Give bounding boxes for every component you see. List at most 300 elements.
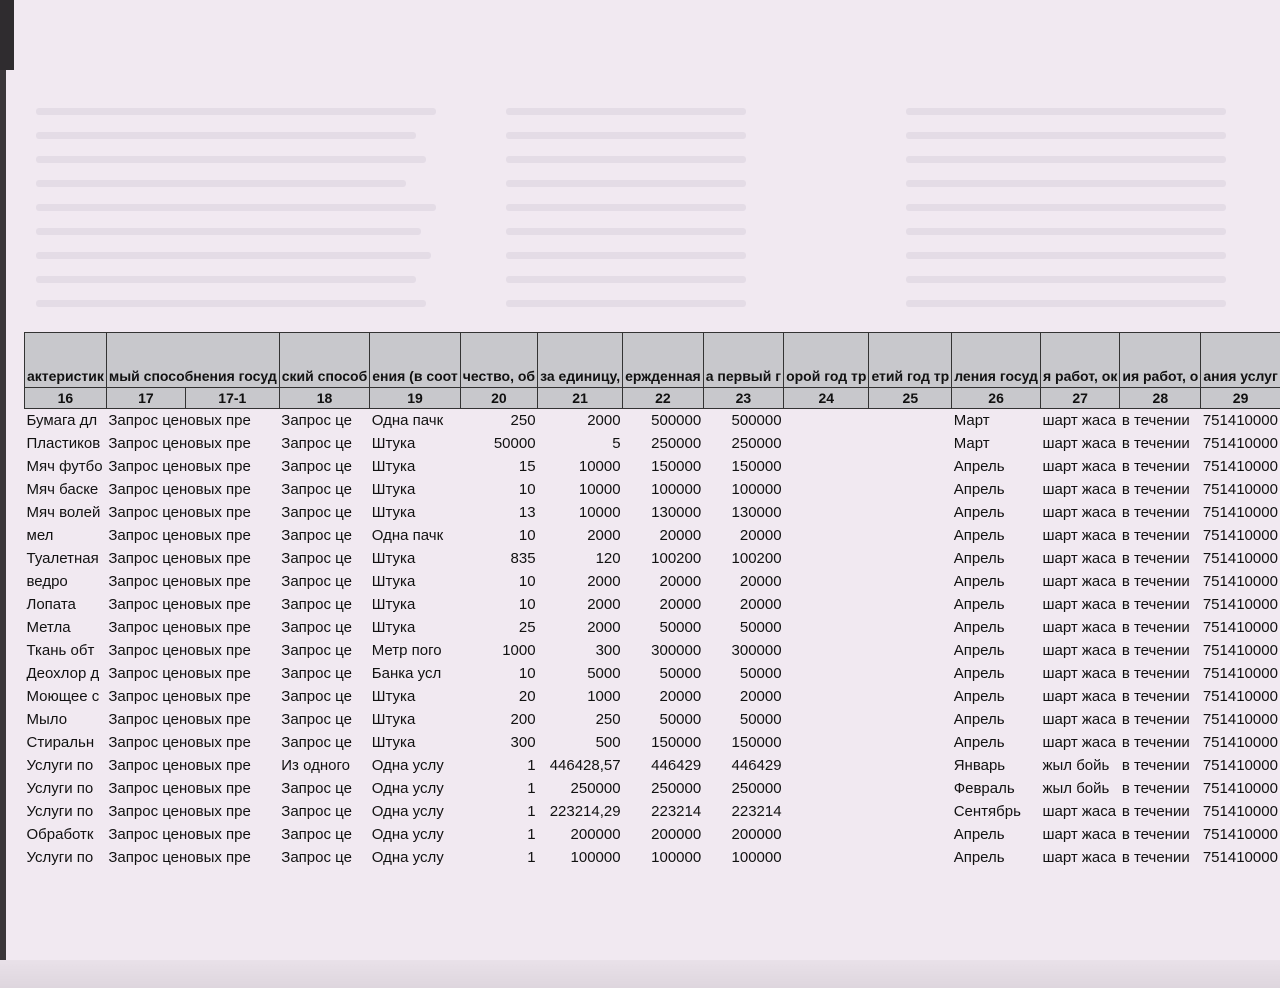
cell-kato-code: 751410000 bbox=[1202, 757, 1278, 774]
cell-kato-code: 751410000 bbox=[1202, 527, 1278, 544]
cell-quantity: 1 bbox=[527, 849, 536, 866]
table-row bbox=[25, 754, 1280, 777]
bleed-through-text bbox=[906, 300, 1226, 307]
bleed-through-text bbox=[36, 156, 426, 163]
header-titles-row bbox=[25, 333, 1280, 388]
cell-approved-amount: 223214 bbox=[651, 803, 702, 820]
cell-approved-amount: 150000 bbox=[651, 458, 702, 475]
table-row bbox=[25, 708, 1280, 731]
table-row bbox=[25, 455, 1280, 478]
cell-kato-code: 751410000 bbox=[1202, 803, 1278, 820]
cell-approved-amount: 20000 bbox=[659, 527, 702, 544]
cell-month: Апрель bbox=[953, 642, 1005, 659]
cell-first-year-amount: 200000 bbox=[731, 826, 782, 843]
cell-kato-code: 751410000 bbox=[1202, 435, 1278, 452]
cell-kato-code: 751410000 bbox=[1202, 412, 1278, 429]
cell-delivery-period: в течении bbox=[1121, 573, 1190, 590]
table-row bbox=[25, 800, 1280, 823]
cell-month: Апрель bbox=[953, 481, 1005, 498]
cell-unit: Одна услу bbox=[371, 849, 444, 866]
bleed-through-text bbox=[906, 276, 1226, 283]
cell-unit-price: 10000 bbox=[578, 481, 621, 498]
cell-quantity: 1000 bbox=[502, 642, 536, 659]
table-row bbox=[25, 501, 1280, 524]
cell-procurement-method: Запрос ценовых пре bbox=[108, 550, 251, 567]
cell-delivery-period: в течении bbox=[1121, 527, 1190, 544]
col-title-27: я работ, ок bbox=[1040, 333, 1119, 388]
cell-item-name: ведро bbox=[26, 573, 68, 590]
table-row bbox=[25, 570, 1280, 593]
cell-delivery-term: шарт жаса bbox=[1042, 665, 1117, 682]
cell-item-name: Бумага дл bbox=[26, 412, 98, 429]
cell-delivery-period: в течении bbox=[1121, 550, 1190, 567]
cell-second-year-amount bbox=[784, 662, 869, 685]
cell-procurement-method: Запрос ценовых пре bbox=[108, 734, 251, 751]
cell-delivery-term: шарт жаса bbox=[1042, 734, 1117, 751]
bleed-through-text bbox=[906, 132, 1226, 139]
cell-first-year-amount: 223214 bbox=[731, 803, 782, 820]
cell-second-year-amount bbox=[784, 731, 869, 754]
cell-procurement-method: Запрос ценовых пре bbox=[108, 757, 251, 774]
bleed-through-text bbox=[36, 228, 421, 235]
cell-unit: Одна пачк bbox=[371, 527, 444, 544]
cell-item-name: Услуги по bbox=[26, 849, 94, 866]
table-row bbox=[25, 731, 1280, 754]
cell-delivery-period: в течении bbox=[1121, 619, 1190, 636]
cell-first-year-amount: 100200 bbox=[731, 550, 782, 567]
cell-unit: Одна пачк bbox=[371, 412, 444, 429]
cell-third-year-amount bbox=[869, 409, 952, 433]
cell-procurement-method: Запрос ценовых пре bbox=[108, 780, 251, 797]
cell-kato-code: 751410000 bbox=[1202, 573, 1278, 590]
col-title-17: мый способнения госуд bbox=[106, 333, 279, 388]
cell-unit-price: 2000 bbox=[587, 619, 621, 636]
cell-first-year-amount: 250000 bbox=[731, 780, 782, 797]
cell-delivery-term: шарт жаса bbox=[1042, 527, 1117, 544]
cell-unit-price: 10000 bbox=[578, 458, 621, 475]
cell-procurement-method-2: Запрос це bbox=[281, 688, 352, 705]
cell-unit-price: 5000 bbox=[587, 665, 621, 682]
cell-delivery-term: шарт жаса bbox=[1042, 688, 1117, 705]
cell-unit: Штука bbox=[371, 504, 416, 521]
cell-second-year-amount bbox=[784, 432, 869, 455]
cell-item-name: Услуги по bbox=[26, 780, 94, 797]
col-number-19: 19 bbox=[370, 388, 460, 409]
cell-kato-code: 751410000 bbox=[1202, 619, 1278, 636]
cell-delivery-period: в течении bbox=[1121, 688, 1190, 705]
cell-approved-amount: 250000 bbox=[651, 435, 702, 452]
cell-delivery-period: в течении bbox=[1121, 780, 1190, 797]
cell-procurement-method: Запрос ценовых пре bbox=[108, 665, 251, 682]
cell-second-year-amount bbox=[784, 570, 869, 593]
bleed-through-text bbox=[906, 156, 1226, 163]
cell-quantity: 10 bbox=[518, 596, 536, 613]
cell-quantity: 50000 bbox=[493, 435, 536, 452]
cell-procurement-method-2: Запрос це bbox=[281, 642, 352, 659]
cell-kato-code: 751410000 bbox=[1202, 642, 1278, 659]
col-number-23: 23 bbox=[703, 388, 783, 409]
cell-unit: Штука bbox=[371, 619, 416, 636]
cell-unit: Штука bbox=[371, 688, 416, 705]
cell-unit: Банка усл bbox=[371, 665, 442, 682]
col-title-29: ания услуг bbox=[1201, 333, 1280, 388]
cell-procurement-method-2: Запрос це bbox=[281, 826, 352, 843]
table-row bbox=[25, 685, 1280, 708]
table-row bbox=[25, 777, 1280, 800]
cell-second-year-amount bbox=[784, 846, 869, 869]
cell-second-year-amount bbox=[784, 800, 869, 823]
cell-quantity: 1 bbox=[527, 780, 536, 797]
cell-approved-amount: 200000 bbox=[651, 826, 702, 843]
col-title-16: актеристик bbox=[25, 333, 107, 388]
cell-delivery-period: в течении bbox=[1121, 665, 1190, 682]
cell-unit-price: 2000 bbox=[587, 573, 621, 590]
cell-quantity: 250 bbox=[510, 412, 536, 429]
cell-procurement-method-2: Запрос це bbox=[281, 504, 352, 521]
cell-delivery-period: в течении bbox=[1121, 734, 1190, 751]
cell-month: Апрель bbox=[953, 550, 1005, 567]
cell-delivery-term: жыл бойь bbox=[1042, 780, 1110, 797]
cell-second-year-amount bbox=[784, 777, 869, 800]
col-title-23: а первый г bbox=[703, 333, 783, 388]
cell-first-year-amount: 100000 bbox=[731, 481, 782, 498]
cell-approved-amount: 250000 bbox=[651, 780, 702, 797]
cell-kato-code: 751410000 bbox=[1202, 550, 1278, 567]
cell-delivery-term: шарт жаса bbox=[1042, 642, 1117, 659]
cell-approved-amount: 20000 bbox=[659, 596, 702, 613]
cell-procurement-method-2: Запрос це bbox=[281, 734, 352, 751]
cell-second-year-amount bbox=[784, 409, 869, 433]
cell-unit-price: 223214,29 bbox=[549, 803, 621, 820]
cell-kato-code: 751410000 bbox=[1202, 688, 1278, 705]
cell-delivery-term: шарт жаса bbox=[1042, 458, 1117, 475]
table-row bbox=[25, 846, 1280, 869]
cell-procurement-method-2: Запрос це bbox=[281, 803, 352, 820]
col-title-20: чество, об bbox=[460, 333, 537, 388]
bleed-through-text bbox=[36, 132, 416, 139]
cell-second-year-amount bbox=[784, 616, 869, 639]
cell-quantity: 10 bbox=[518, 573, 536, 590]
cell-delivery-period: в течении bbox=[1121, 757, 1190, 774]
cell-delivery-term: шарт жаса bbox=[1042, 550, 1117, 567]
cell-unit-price: 5 bbox=[612, 435, 621, 452]
scan-corner-shadow bbox=[0, 0, 14, 70]
cell-month: Апрель bbox=[953, 596, 1005, 613]
cell-second-year-amount bbox=[784, 547, 869, 570]
cell-approved-amount: 50000 bbox=[659, 711, 702, 728]
cell-kato-code: 751410000 bbox=[1202, 458, 1278, 475]
cell-month: Апрель bbox=[953, 734, 1005, 751]
cell-month: Сентябрь bbox=[953, 803, 1021, 820]
cell-third-year-amount bbox=[869, 777, 952, 800]
cell-unit-price: 200000 bbox=[570, 826, 621, 843]
col-number-26: 26 bbox=[952, 388, 1041, 409]
cell-quantity: 25 bbox=[518, 619, 536, 636]
cell-unit: Одна услу bbox=[371, 757, 444, 774]
cell-delivery-term: жыл бойь bbox=[1042, 757, 1110, 774]
cell-quantity: 1 bbox=[527, 757, 536, 774]
col-number-28: 28 bbox=[1120, 388, 1201, 409]
col-number-18: 18 bbox=[279, 388, 370, 409]
cell-second-year-amount bbox=[784, 823, 869, 846]
cell-unit: Метр пого bbox=[371, 642, 442, 659]
cell-item-name: Мяч баске bbox=[26, 481, 99, 498]
bleed-through-text bbox=[506, 132, 746, 139]
cell-delivery-term: шарт жаса bbox=[1042, 596, 1117, 613]
cell-delivery-term: шарт жаса bbox=[1042, 619, 1117, 636]
bleed-through-text bbox=[906, 228, 1226, 235]
col-number-29: 29 bbox=[1201, 388, 1280, 409]
col-title-25: етий год тр bbox=[869, 333, 952, 388]
cell-quantity: 10 bbox=[518, 481, 536, 498]
cell-procurement-method: Запрос ценовых пре bbox=[108, 688, 251, 705]
cell-unit-price: 2000 bbox=[587, 596, 621, 613]
cell-third-year-amount bbox=[869, 823, 952, 846]
cell-month: Март bbox=[953, 435, 990, 452]
cell-delivery-period: в течении bbox=[1121, 803, 1190, 820]
cell-unit: Штука bbox=[371, 596, 416, 613]
bleed-through-text bbox=[36, 276, 416, 283]
cell-first-year-amount: 50000 bbox=[739, 711, 782, 728]
cell-procurement-method-2: Запрос це bbox=[281, 619, 352, 636]
cell-first-year-amount: 50000 bbox=[739, 665, 782, 682]
cell-kato-code: 751410000 bbox=[1202, 481, 1278, 498]
cell-item-name: Услуги по bbox=[26, 757, 94, 774]
cell-unit-price: 10000 bbox=[578, 504, 621, 521]
cell-first-year-amount: 150000 bbox=[731, 458, 782, 475]
cell-month: Февраль bbox=[953, 780, 1015, 797]
cell-approved-amount: 20000 bbox=[659, 573, 702, 590]
cell-procurement-method: Запрос ценовых пре bbox=[108, 412, 251, 429]
cell-unit: Одна услу bbox=[371, 780, 444, 797]
cell-procurement-method-2: Запрос це bbox=[281, 711, 352, 728]
cell-procurement-method: Запрос ценовых пре bbox=[108, 435, 251, 452]
table-row bbox=[25, 639, 1280, 662]
cell-delivery-term: шарт жаса bbox=[1042, 435, 1117, 452]
cell-second-year-amount bbox=[784, 639, 869, 662]
cell-quantity: 200 bbox=[510, 711, 536, 728]
cell-procurement-method-2: Запрос це bbox=[281, 665, 352, 682]
bleed-through-text bbox=[506, 180, 746, 187]
cell-approved-amount: 20000 bbox=[659, 688, 702, 705]
cell-kato-code: 751410000 bbox=[1202, 849, 1278, 866]
cell-approved-amount: 100000 bbox=[651, 481, 702, 498]
bleed-through-text bbox=[906, 180, 1226, 187]
cell-unit: Одна услу bbox=[371, 826, 444, 843]
cell-procurement-method-2: Запрос це bbox=[281, 550, 352, 567]
cell-third-year-amount bbox=[869, 708, 952, 731]
cell-quantity: 13 bbox=[518, 504, 536, 521]
cell-approved-amount: 300000 bbox=[651, 642, 702, 659]
cell-procurement-method-2: Запрос це bbox=[281, 458, 352, 475]
cell-unit-price: 300 bbox=[595, 642, 621, 659]
cell-first-year-amount: 300000 bbox=[731, 642, 782, 659]
cell-unit-price: 446428,57 bbox=[549, 757, 621, 774]
bleed-through-text bbox=[506, 300, 746, 307]
cell-item-name: Ткань обт bbox=[26, 642, 95, 659]
bleed-through-text bbox=[36, 180, 406, 187]
cell-procurement-method: Запрос ценовых пре bbox=[108, 596, 251, 613]
cell-third-year-amount bbox=[869, 639, 952, 662]
cell-third-year-amount bbox=[869, 593, 952, 616]
bleed-through-text bbox=[506, 228, 746, 235]
col-title-22: ержденная bbox=[623, 333, 704, 388]
cell-unit: Штука bbox=[371, 550, 416, 567]
col-title-21: за единицу, bbox=[538, 333, 623, 388]
cell-approved-amount: 500000 bbox=[651, 412, 702, 429]
cell-second-year-amount bbox=[784, 685, 869, 708]
cell-first-year-amount: 250000 bbox=[731, 435, 782, 452]
col-title-24: орой год тр bbox=[784, 333, 869, 388]
cell-delivery-term: шарт жаса bbox=[1042, 803, 1117, 820]
cell-unit-price: 250 bbox=[595, 711, 621, 728]
bleed-through-text bbox=[906, 252, 1226, 259]
cell-first-year-amount: 100000 bbox=[731, 849, 782, 866]
cell-first-year-amount: 500000 bbox=[731, 412, 782, 429]
cell-unit-price: 2000 bbox=[587, 412, 621, 429]
cell-approved-amount: 50000 bbox=[659, 619, 702, 636]
cell-delivery-term: шарт жаса bbox=[1042, 412, 1117, 429]
cell-first-year-amount: 20000 bbox=[739, 573, 782, 590]
table-body bbox=[25, 409, 1280, 870]
bleed-through-text bbox=[506, 204, 746, 211]
col-number-21: 21 bbox=[538, 388, 623, 409]
cell-third-year-amount bbox=[869, 524, 952, 547]
cell-delivery-term: шарт жаса bbox=[1042, 849, 1117, 866]
cell-delivery-period: в течении bbox=[1121, 481, 1190, 498]
cell-second-year-amount bbox=[784, 754, 869, 777]
cell-item-name: Деохлор д bbox=[26, 665, 100, 682]
cell-quantity: 15 bbox=[518, 458, 536, 475]
cell-third-year-amount bbox=[869, 754, 952, 777]
cell-third-year-amount bbox=[869, 616, 952, 639]
bleed-through-text bbox=[36, 252, 431, 259]
cell-kato-code: 751410000 bbox=[1202, 780, 1278, 797]
cell-quantity: 1 bbox=[527, 803, 536, 820]
cell-quantity: 10 bbox=[518, 665, 536, 682]
cell-item-name: Моющее с bbox=[26, 688, 100, 705]
cell-third-year-amount bbox=[869, 800, 952, 823]
cell-item-name: Мяч футбо bbox=[26, 458, 103, 475]
table-row bbox=[25, 432, 1280, 455]
cell-procurement-method: Запрос ценовых пре bbox=[108, 803, 251, 820]
cell-third-year-amount bbox=[869, 731, 952, 754]
table-row bbox=[25, 593, 1280, 616]
cell-delivery-period: в течении bbox=[1121, 849, 1190, 866]
cell-month: Апрель bbox=[953, 849, 1005, 866]
col-number-22: 22 bbox=[623, 388, 704, 409]
cell-item-name: Метла bbox=[26, 619, 71, 636]
cell-unit: Штука bbox=[371, 573, 416, 590]
cell-second-year-amount bbox=[784, 708, 869, 731]
cell-first-year-amount: 446429 bbox=[731, 757, 782, 774]
cell-third-year-amount bbox=[869, 570, 952, 593]
col-number-17: 17 17-1 bbox=[106, 388, 279, 409]
table-row bbox=[25, 524, 1280, 547]
cell-month: Апрель bbox=[953, 826, 1005, 843]
cell-month: Апрель bbox=[953, 665, 1005, 682]
cell-first-year-amount: 20000 bbox=[739, 596, 782, 613]
cell-procurement-method-2: Запрос це bbox=[281, 849, 352, 866]
paper-bottom-edge bbox=[0, 960, 1280, 988]
cell-procurement-method: Запрос ценовых пре bbox=[108, 619, 251, 636]
cell-third-year-amount bbox=[869, 455, 952, 478]
cell-first-year-amount: 20000 bbox=[739, 527, 782, 544]
cell-unit-price: 250000 bbox=[570, 780, 621, 797]
cell-approved-amount: 446429 bbox=[651, 757, 702, 774]
cell-delivery-period: в течении bbox=[1121, 504, 1190, 521]
cell-item-name: Стиральн bbox=[26, 734, 95, 751]
cell-quantity: 10 bbox=[518, 527, 536, 544]
col-title-19: ения (в соот bbox=[370, 333, 460, 388]
cell-delivery-term: шарт жаса bbox=[1042, 711, 1117, 728]
cell-procurement-method: Запрос ценовых пре bbox=[108, 573, 251, 590]
cell-procurement-method: Запрос ценовых пре bbox=[108, 527, 251, 544]
cell-item-name: Мяч волей bbox=[26, 504, 101, 521]
bleed-through-text bbox=[506, 108, 746, 115]
cell-month: Апрель bbox=[953, 573, 1005, 590]
cell-unit-price: 100000 bbox=[570, 849, 621, 866]
bleed-through-text bbox=[36, 300, 426, 307]
cell-unit-price: 500 bbox=[595, 734, 621, 751]
cell-third-year-amount bbox=[869, 846, 952, 869]
col-number-16: 16 bbox=[25, 388, 107, 409]
cell-first-year-amount: 50000 bbox=[739, 619, 782, 636]
cell-quantity: 20 bbox=[518, 688, 536, 705]
cell-month: Апрель bbox=[953, 619, 1005, 636]
cell-procurement-method-2: Запрос це bbox=[281, 780, 352, 797]
cell-third-year-amount bbox=[869, 501, 952, 524]
cell-unit: Штука bbox=[371, 734, 416, 751]
cell-third-year-amount bbox=[869, 478, 952, 501]
cell-procurement-method-2: Запрос це bbox=[281, 596, 352, 613]
cell-unit: Штука bbox=[371, 435, 416, 452]
cell-procurement-method-2: Из одного bbox=[281, 757, 350, 774]
cell-procurement-method: Запрос ценовых пре bbox=[108, 458, 251, 475]
cell-delivery-term: шарт жаса bbox=[1042, 504, 1117, 521]
header-numbers-row bbox=[25, 388, 1280, 409]
col-number-24: 24 bbox=[784, 388, 869, 409]
cell-item-name: мел bbox=[26, 527, 54, 544]
cell-kato-code: 751410000 bbox=[1202, 665, 1278, 682]
cell-procurement-method: Запрос ценовых пре bbox=[108, 481, 251, 498]
cell-kato-code: 751410000 bbox=[1202, 711, 1278, 728]
cell-procurement-method-2: Запрос це bbox=[281, 435, 352, 452]
cell-quantity: 1 bbox=[527, 826, 536, 843]
table-row bbox=[25, 616, 1280, 639]
cell-procurement-method: Запрос ценовых пре bbox=[108, 849, 251, 866]
cell-kato-code: 751410000 bbox=[1202, 596, 1278, 613]
cell-delivery-term: шарт жаса bbox=[1042, 573, 1117, 590]
cell-unit: Штука bbox=[371, 711, 416, 728]
cell-item-name: Мыло bbox=[26, 711, 68, 728]
cell-procurement-method: Запрос ценовых пре bbox=[108, 711, 251, 728]
cell-delivery-period: в течении bbox=[1121, 596, 1190, 613]
cell-delivery-period: в течении bbox=[1121, 435, 1190, 452]
cell-approved-amount: 100000 bbox=[651, 849, 702, 866]
cell-third-year-amount bbox=[869, 432, 952, 455]
cell-kato-code: 751410000 bbox=[1202, 734, 1278, 751]
cell-quantity: 835 bbox=[510, 550, 536, 567]
cell-procurement-method-2: Запрос це bbox=[281, 412, 352, 429]
cell-second-year-amount bbox=[784, 593, 869, 616]
cell-unit-price: 120 bbox=[595, 550, 621, 567]
cell-month: Январь bbox=[953, 757, 1006, 774]
table-row bbox=[25, 823, 1280, 846]
cell-item-name: Услуги по bbox=[26, 803, 94, 820]
cell-delivery-term: шарт жаса bbox=[1042, 481, 1117, 498]
procurement-table bbox=[24, 332, 1280, 869]
